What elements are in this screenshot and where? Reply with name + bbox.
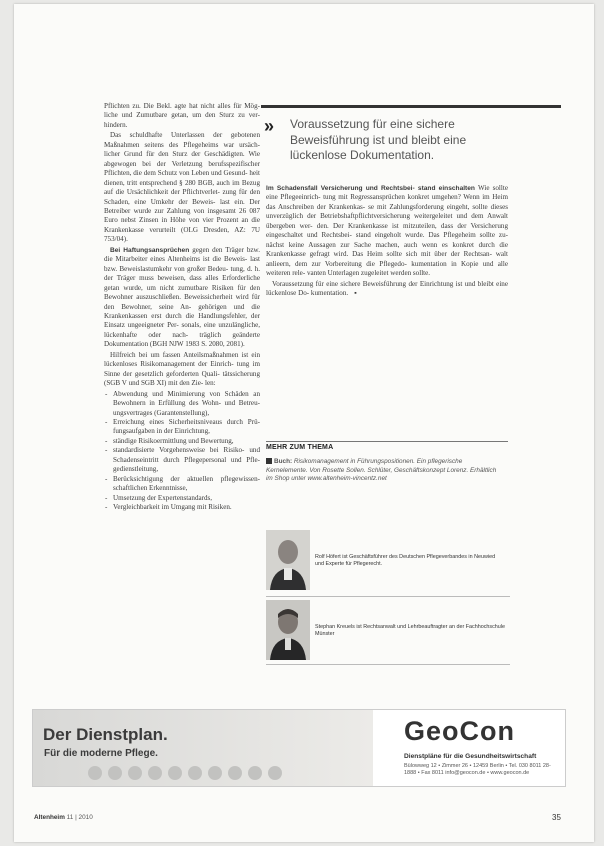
list-item: - Berücksichtigung der aktuellen pflegewissen- schaftlichen Erkenntnisse, bbox=[104, 475, 260, 494]
list-item: - Umsetzung der Expertenstandards, bbox=[104, 494, 260, 503]
author-photo bbox=[266, 530, 310, 590]
paragraph bbox=[104, 246, 260, 350]
book-recommendation bbox=[266, 458, 502, 484]
ad-title: Der Dienstplan. bbox=[43, 725, 168, 744]
advertisement[interactable] bbox=[32, 709, 566, 787]
goal-list bbox=[104, 390, 260, 513]
dot-icon bbox=[268, 766, 282, 780]
paragraph-lead: Im Schadensfall Versicherung und Rechtsbei- stand einschalten bbox=[266, 185, 475, 192]
list-item: - ständige Risikoermittlung und Bewertung, bbox=[104, 437, 260, 446]
list-item: - standardisierte Vorgehensweise bei Risiko- und Schadenseintritt durch Pflegepersonal und Pfle- gedienstleitung, bbox=[104, 446, 260, 474]
pull-quote: Voraussetzung für eine sichere Beweisführung ist und bleibt eine lückenlose Dokumentation. bbox=[290, 117, 467, 162]
dot-icon bbox=[168, 766, 182, 780]
list-item: - Vergleichbarkeit im Umgang mit Risiken. bbox=[104, 503, 260, 512]
dot-icon bbox=[108, 766, 122, 780]
paragraph-lead: Bei Haftungsansprüchen bbox=[110, 246, 190, 254]
paragraph-body: Voraussetzung für eine sichere Beweisführung der Einrichtung ist und bleibt eine lückenlose Do- kumentation. bbox=[266, 279, 508, 297]
section-divider bbox=[266, 441, 508, 442]
dot-icon bbox=[208, 766, 222, 780]
geocon-logo: GeoCon bbox=[404, 716, 515, 746]
author-divider bbox=[266, 596, 510, 597]
issue-number: 11 | 2010 bbox=[64, 814, 93, 821]
author-bio: Stephan Kreuels ist Rechtsanwalt und Lehrbeauftragter an der Fachhochschule Münster bbox=[315, 624, 505, 638]
dot-icon bbox=[248, 766, 262, 780]
right-article-column bbox=[266, 184, 508, 299]
paragraph-body: gegen den Träger bzw. die Mitarbeiter eines Altenheims ist die Beweis- last bzw. Beweislastumkehr von großer Bedeu- tung, d. h. der Träger muss beweisen, dass alles Erforderliche getan wurde, um nicht zumutbare Risiken für den Bewohner auszuschließen. Beweissicherheit wird für den Bewohner, seine An- gehörigen und die Krankenkassen erst durch die Handlungsfehler, der Einsatz ungeeigneter Per- sonals, eine unzulängliche, lückenhafte oder nach- träglich geänderte Dokumentation (BGH NJW 1983 S. 2080, 2081). bbox=[104, 245, 260, 349]
list-item: - Abwendung und Minimierung von Schäden an Bewohnern in Erfüllung des Wohn- und Betreu- ungsvertrages (Garantenstellung), bbox=[104, 390, 260, 418]
section-heading: MEHR ZUM THEMA bbox=[266, 444, 334, 451]
book-icon bbox=[266, 458, 272, 464]
end-mark-icon: ▪ bbox=[354, 288, 357, 297]
author-card bbox=[266, 530, 510, 592]
paragraph: Das schuldhafte Unterlassen der gebotenen Maßnahmen seitens des Pflegeheims war ursäch- licher Grund für den Sturz der Geschädigten. Wie abgewogen bei der Verletzung berufsspezifischer Pflichten, die dem Schutz von Leben und Gesund- heit dienen, tritt entsprechend § 280 BGB, auch im Bezug auf die Ursächlichkeit der Pflichtverlet- zung für den Schaden, eine Umkehr der Beweis- last ein. Der Betreiber wurde zur Zahlung von insgesamt 26 087 Euro nebst Zinsen in Höhe von vier Prozent an die Krankenkasse verurteilt (OLG Dresden, AZ: 7U 753/04). bbox=[104, 131, 260, 244]
paragraph: Pflichten zu. Die Bekl. agte hat nicht alles für Mög- liche und Zumutbare getan, um den Sturz zu ver- hindern. bbox=[104, 102, 260, 129]
advertiser-contact: Bülowweg 12 • Zimmer 26 • 12459 Berlin • Tel. 030 8011 28-1888 • Fax 8011 info@geocon.de • www.geocon.de bbox=[404, 763, 551, 777]
ad-subtitle: Für die moderne Pflege. bbox=[44, 748, 158, 759]
ad-banner bbox=[33, 710, 373, 786]
dot-icon bbox=[148, 766, 162, 780]
paragraph: Hilfreich bei um fassen Anteilsmaßnahmen ist ein lückenloses Risikomanagement der Einrich- tung im Sinne der gesetzlich geforderten Quali- tätssicherung (SGB V und SGB XI) mit den Zie- len: bbox=[104, 350, 260, 388]
author-bio: Rolf Höfert ist Geschäftsführer des Deutschen Pflegeverbandes in Neuwied und Experte für Pflegerecht. bbox=[315, 554, 496, 568]
list-item: - Erreichung eines Sicherheitsniveaus durch Prü- fungsaufgaben in der Einrichtung, bbox=[104, 418, 260, 437]
paragraph bbox=[266, 280, 508, 299]
dot-icon bbox=[128, 766, 142, 780]
book-label: Buch: bbox=[274, 458, 293, 465]
dot-icon bbox=[188, 766, 202, 780]
paragraph bbox=[266, 184, 508, 279]
paragraph-body: Wie sollte eine Pflegeeinrich- tung mit Regressansprüchen konkret umgehen? Wenn im Heim das Anschreiben der Krankenkas- se mit Zahlungsforderung eingeht, sollte dieses unverzüglich der Betriebshaftpflichtversicherung weitergeleitet und dem Anwalt übergeben wer- den. Der Krankenkasse ist mitzuteilen, dass der Versicherung eingeschaltet und Rechtsbei- stand eingeholt wurde. Das Pflegeheim sollte zu- nächst keine Aussagen zur Sache machen, auch wenn es konkret durch die Krankenkasse gefragt wird. Das Heim sollte sich mit über der Rechtsan- walt anlieern, dem zur Vorbereitung die Pflegedo- kumentation in Kopie und alle weiteren rele- vanten Unterlagen zugeleitet werden sollte. bbox=[266, 184, 508, 278]
author-photo bbox=[266, 600, 310, 660]
magazine-name: Altenheim bbox=[34, 814, 65, 821]
author-card bbox=[266, 600, 510, 662]
page-number: 35 bbox=[552, 813, 561, 822]
advertiser-claim: Dienstpläne für die Gesundheitswirtschaft bbox=[404, 753, 537, 760]
author-divider bbox=[266, 664, 510, 665]
left-article-column bbox=[104, 102, 260, 512]
chevron-right-icon: » bbox=[264, 116, 272, 136]
dot-icon bbox=[88, 766, 102, 780]
advertiser-info bbox=[401, 710, 561, 786]
footer-magazine bbox=[34, 814, 93, 821]
decorative-dots bbox=[88, 766, 288, 785]
book-description: Risikomanagement in Führungspositionen. Ein pflegerische Kernelemente. Von Rosette Sollen. Schlüter, Geschäftskonzept Lorenz. Erhältlich im Shop unter www.altenheim-vincentz.net bbox=[266, 458, 497, 483]
callout-top-rule bbox=[261, 105, 561, 108]
dot-icon bbox=[228, 766, 242, 780]
